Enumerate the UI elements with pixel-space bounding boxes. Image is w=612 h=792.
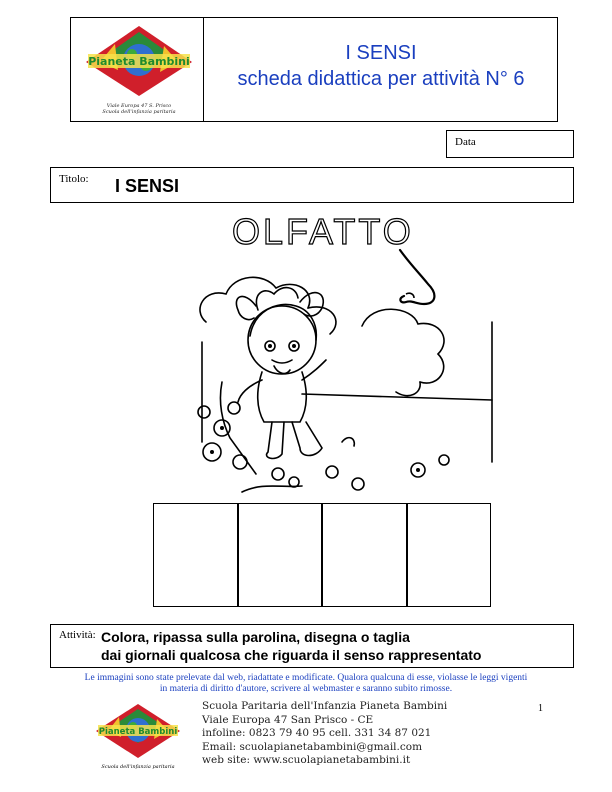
header-title-line2: scheda didattica per attività N° 6 — [237, 68, 525, 90]
date-label: Data — [455, 136, 476, 148]
footer-logo-graphic — [92, 703, 184, 759]
footer-logo — [92, 703, 184, 769]
title-value: I SENSI — [115, 176, 180, 196]
activity-line1: Colora, ripassa sulla parolina, disegna o taglia — [101, 629, 410, 645]
drawing-grid — [153, 503, 491, 607]
logo-tagline: Scuola dell'infanzia paritaria — [102, 109, 176, 115]
drawing-cell[interactable] — [154, 504, 239, 606]
copyright-disclaimer — [20, 673, 592, 695]
girl-smelling-flower-illustration — [182, 262, 494, 494]
contact-phone: infoline: 0823 79 40 95 cell. 331 34 87 021 — [202, 727, 432, 739]
school-logo — [80, 24, 198, 116]
footer-logo-name: Pianeta Bambini — [98, 727, 178, 737]
header-title-line1: I SENSI — [345, 42, 417, 64]
header-title — [204, 40, 558, 92]
school-contact — [202, 700, 447, 768]
activity-label: Attività: — [59, 629, 96, 641]
date-field[interactable] — [446, 130, 574, 158]
logo-graphic — [80, 24, 198, 98]
activity-field — [50, 624, 574, 668]
drawing-cell[interactable] — [323, 504, 408, 606]
disclaimer-line2: in materia di diritto d'autore, scrivere al webmaster e saranno subito rimosse. — [159, 684, 453, 694]
contact-website[interactable]: web site: www.scuolapianetabambini.it — [202, 754, 411, 766]
activity-line2: dai giornali qualcosa che riguarda il senso rappresentato — [101, 647, 482, 663]
drawing-cell[interactable] — [239, 504, 324, 606]
drawing-cell[interactable] — [408, 504, 491, 606]
title-field — [50, 167, 574, 203]
logo-name: Pianeta Bambini — [88, 55, 190, 68]
disclaimer-line1: Le immagini sono state prelevate dal web, riadattate e modificate. Qualora qualcuna di esse, violasse le leggi vigenti — [84, 673, 528, 683]
footer-logo-tagline: Scuola dell'infanzia paritaria — [101, 764, 175, 770]
contact-address: Viale Europa 47 San Prisco - CE — [202, 713, 374, 726]
contact-email[interactable]: Email: scuolapianetabambini@gmail.com — [202, 740, 423, 753]
traceable-word[interactable]: OLFATTO — [232, 211, 414, 252]
logo-address: Viale Europa 47 S. Prisco — [106, 103, 172, 109]
page-number: 1 — [538, 703, 543, 714]
contact-school-name: Scuola Paritaria dell'Infanzia Pianeta Bambini — [202, 700, 448, 712]
title-label: Titolo: — [59, 173, 89, 185]
